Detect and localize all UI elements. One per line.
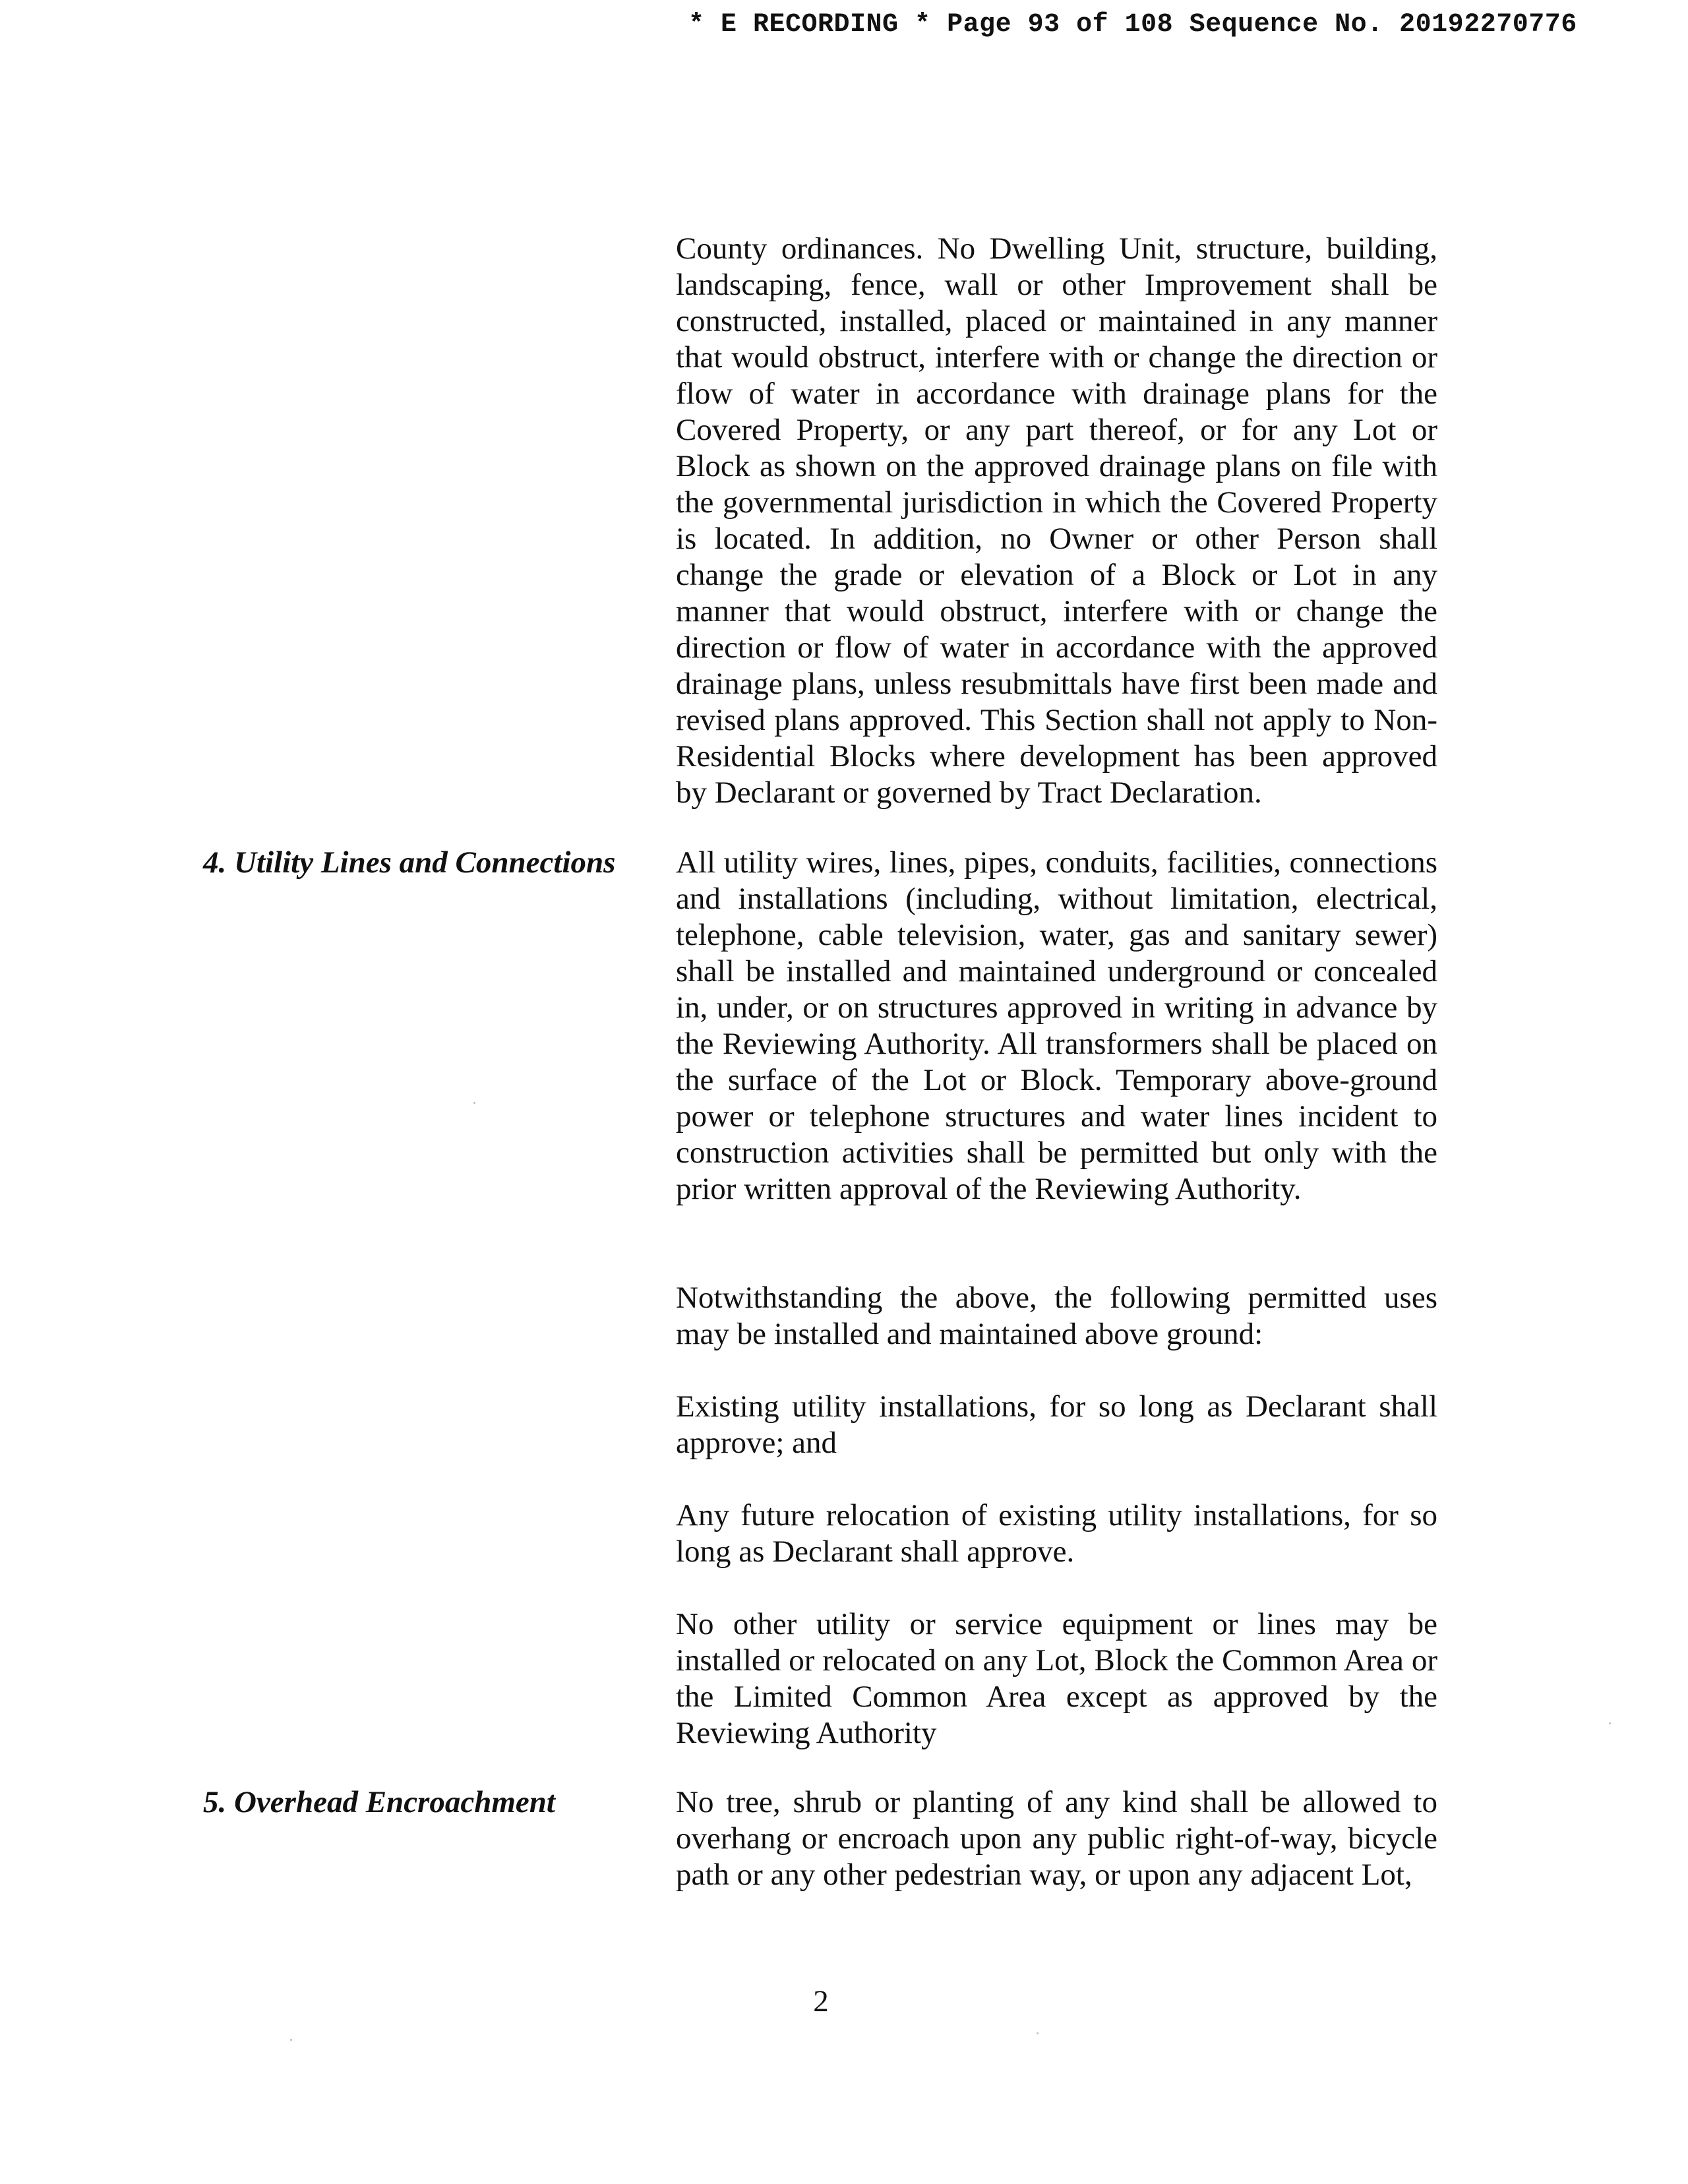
other-equipment-paragraph: No other utility or service equipment or lines may be installed or relocated on any Lot, Block the Common Area or the Limited Common Area except as approved by the Reviewing Authority [676, 1607, 1437, 1750]
section-3-continuation [676, 231, 1437, 811]
existing-installations-paragraph: Existing utility installations, for so long as Declarant shall approve; and [676, 1389, 1437, 1460]
recording-stamp: * E RECORDING * Page 93 of 108 Sequence No. 20192270776 [688, 10, 1577, 40]
section-4-body-notwithstanding [676, 1280, 1437, 1352]
continuation-paragraph: County ordinances. No Dwelling Unit, structure, building, landscaping, fence, wall or other Improvement shall be constructed, installed, placed or maintained in any manner that would obstruct, interfere with or change the direction or flow of water in accordance with drainage plans for the Covered Property, or any part thereof, or for any Lot or Block as shown on the approved drainage plans on file with the governmental jurisdiction in which the Covered Property is located. In addition, no Owner or other Person shall change the grade or elevation of a Block or Lot in any manner that would obstruct, interfere with or change the direction or flow of water in accordance with the approved drainage plans, unless resubmittals have first been made and revised plans approved. This Section shall not apply to Non-Residential Blocks where development has been approved by Declarant or governed by Tract Declaration. [676, 231, 1437, 810]
scan-speck [1037, 2032, 1039, 2034]
overhead-encroachment-paragraph: No tree, shrub or planting of any kind shall be allowed to overhang or encroach upon any public right-of-way, bicycle path or any other pedestrian way, or upon any adjacent Lot, [676, 1785, 1437, 1892]
scan-speck [290, 2039, 292, 2041]
future-relocation-paragraph: Any future relocation of existing utility installations, for so long as Declarant shall approve. [676, 1498, 1437, 1569]
utility-lines-paragraph: All utility wires, lines, pipes, conduits, facilities, connections and installations (including, without limitation, electrical, telephone, cable television, water, gas and sanitary sewer) shall be installed and maintained underground or concealed in, under, or on structures approved in writing in advance by the Reviewing Authority. All transformers shall be placed on the surface of the Lot or Block. Temporary above-ground power or telephone structures and water lines incident to construction activities shall be permitted but only with the prior written approval of the Reviewing Authority. [676, 845, 1437, 1206]
section-4-body-other [676, 1606, 1437, 1751]
section-heading-utility-lines: 4. Utility Lines and Connections [203, 845, 616, 880]
section-4-body-existing [676, 1389, 1437, 1461]
page-number: 2 [813, 1984, 829, 2018]
section-heading-overhead-encroachment: 5. Overhead Encroachment [203, 1785, 555, 1819]
section-5-body [676, 1784, 1437, 1893]
section-4-body-relocation [676, 1498, 1437, 1570]
scan-speck [473, 1102, 475, 1104]
notwithstanding-paragraph: Notwithstanding the above, the following permitted uses may be installed and maintained above ground: [676, 1281, 1437, 1351]
scan-speck [1609, 1722, 1611, 1724]
section-4-body [676, 845, 1437, 1207]
